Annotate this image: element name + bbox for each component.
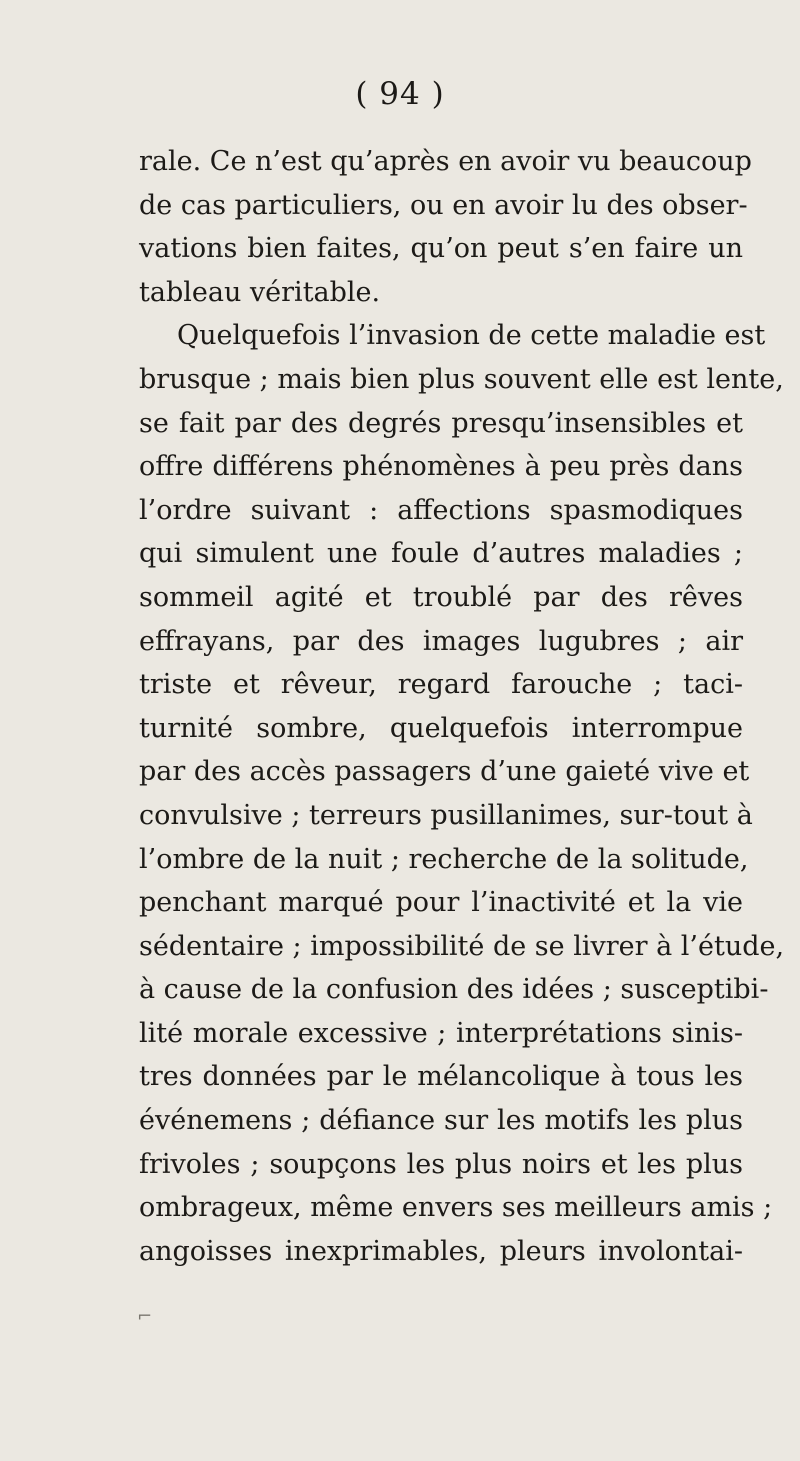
page-number: ( 94 ) xyxy=(355,76,445,112)
text-line: angoisses inexprimables, pleurs involontai- xyxy=(139,1235,743,1267)
text-line: lité morale excessive ; interprétations sinis- xyxy=(139,1017,743,1049)
text-line: rale. Ce n’est qu’après en avoir vu beaucoup xyxy=(139,146,752,177)
text-line: convulsive ; terreurs pusillanimes, sur-tout à xyxy=(139,799,753,831)
text-line: qui simulent une foule d’autres maladies ; xyxy=(139,538,743,570)
text-line: l’ordre suivant : affections spasmodiques xyxy=(139,494,743,526)
text-line: frivoles ; soupçons les plus noirs et les plus xyxy=(139,1148,743,1180)
text-line: offre différens phénomènes à peu près dans xyxy=(139,451,743,483)
text-line: par des accès passagers d’une gaieté vive et xyxy=(139,756,750,788)
text-line: sommeil agité et troublé par des rêves xyxy=(139,581,743,613)
text-line: Quelquefois l’invasion de cette maladie est xyxy=(177,320,766,352)
text-line: événemens ; défiance sur les motifs les plus xyxy=(139,1105,743,1137)
text-line: se fait par des degrés presqu’insensibles et xyxy=(139,407,743,439)
text-line: effrayans, par des images lugubres ; air xyxy=(139,625,743,657)
text-line: sédentaire ; impossibilité de se livrer à l’étude, xyxy=(139,930,785,962)
text-line: de cas particuliers, ou en avoir lu des obser- xyxy=(139,189,748,221)
text-line: triste et rêveur, regard farouche ; taci- xyxy=(139,669,743,701)
text-line: ombrageux, même envers ses meilleurs amis ; xyxy=(139,1192,773,1224)
text-line: brusque ; mais bien plus souvent elle est lente, xyxy=(139,363,784,395)
text-line: à cause de la confusion des idées ; susceptibi- xyxy=(139,974,769,1006)
text-line: penchant marqué pour l’inactivité et la vie xyxy=(139,887,743,919)
text-line: vations bien faites, qu’on peut s’en faire un xyxy=(139,233,743,265)
text-line: tableau véritable. xyxy=(139,276,381,308)
text-line: l’ombre de la nuit ; recherche de la solitude, xyxy=(139,843,749,875)
stray-ink-mark: ⌐ xyxy=(137,1306,153,1327)
body-text xyxy=(139,140,785,1273)
text-line: tres données par le mélancolique à tous les xyxy=(139,1061,743,1093)
text-line: turnité sombre, quelquefois interrompue xyxy=(139,712,743,744)
